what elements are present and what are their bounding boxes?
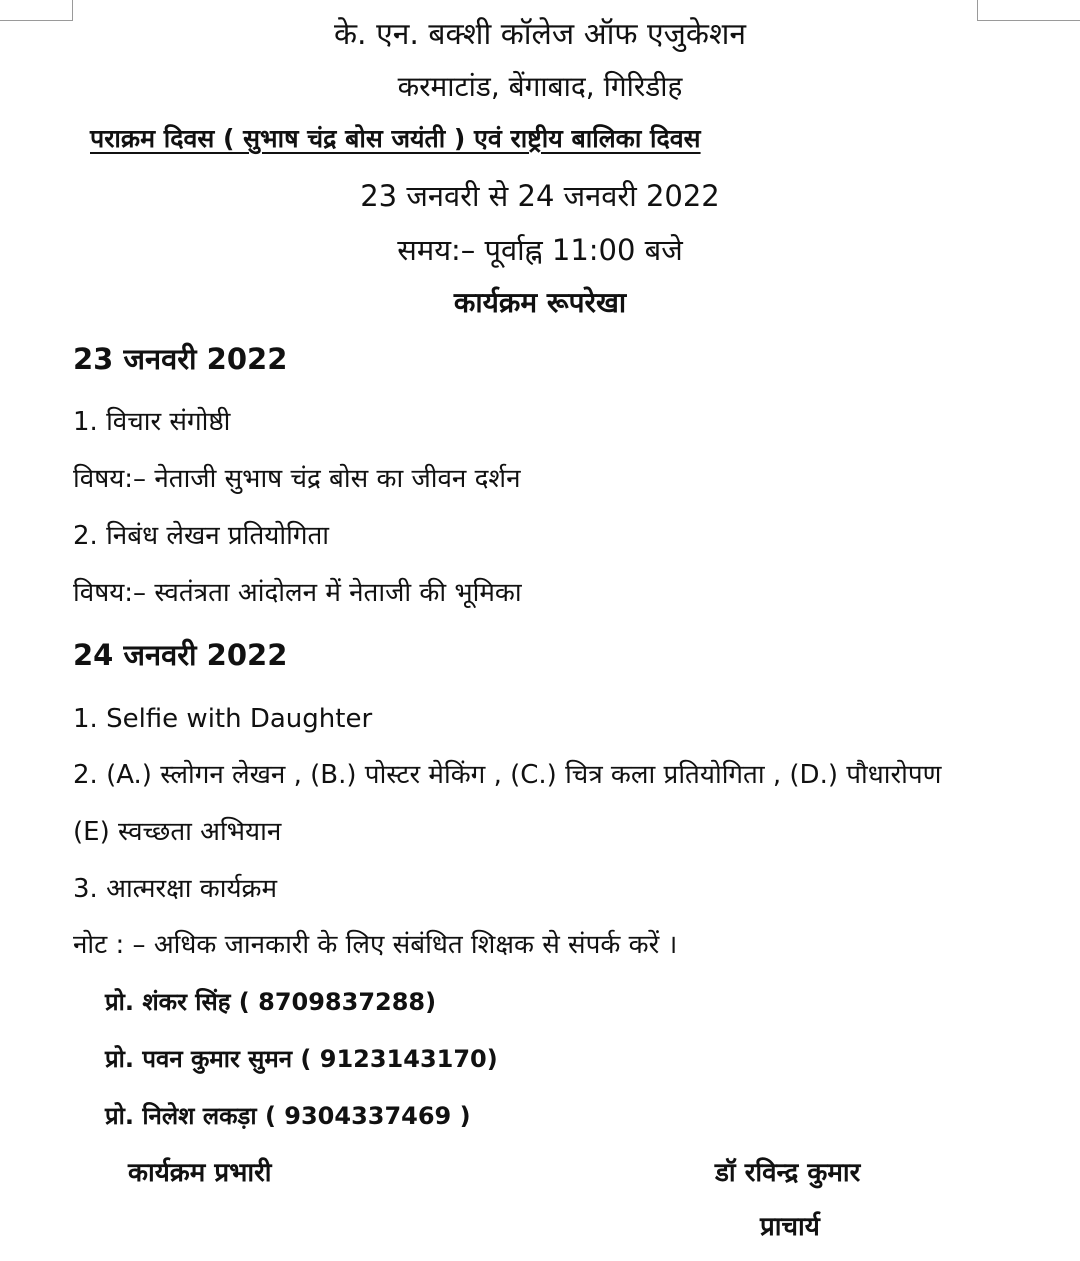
contact-entry: प्रो. पवन कुमार सुमन ( 9123143170) xyxy=(105,1045,498,1073)
day2-item: (E) स्वच्छता अभियान xyxy=(73,817,282,847)
contact-entry: प्रो. निलेश लकड़ा ( 9304337469 ) xyxy=(105,1102,471,1130)
day2-item: 3. आत्मरक्षा कार्यक्रम xyxy=(73,874,278,904)
program-heading: कार्यक्रम रूपरेखा xyxy=(453,286,627,319)
day1-heading: 23 जनवरी 2022 xyxy=(73,342,288,376)
coordinator-title: कार्यक्रम प्रभारी xyxy=(128,1158,272,1188)
college-name: के. एन. बक्शी कॉलेज ऑफ एजुकेशन xyxy=(334,17,746,52)
crop-mark-left xyxy=(0,0,73,21)
day1-item: विषय:– स्वतंत्रता आंदोलन में नेताजी की भूमिका xyxy=(73,578,522,608)
event-dates: 23 जनवरी से 24 जनवरी 2022 xyxy=(360,179,720,213)
crop-mark-right xyxy=(977,0,1080,21)
day1-item: विषय:– नेताजी सुभाष चंद्र बोस का जीवन दर्शन xyxy=(73,464,521,494)
contact-entry: प्रो. शंकर सिंह ( 8709837288) xyxy=(105,988,437,1016)
principal-name: डॉ रविन्द्र कुमार xyxy=(715,1158,861,1188)
event-time: समय:– पूर्वाह्न 11:00 बजे xyxy=(397,233,683,267)
day2-item: 2. (A.) स्लोगन लेखन , (B.) पोस्टर मेकिंग , (C.) चित्र कला प्रतियोगिता , (D.) पौधारोपण xyxy=(73,760,942,790)
note: नोट : – अधिक जानकारी के लिए संबंधित शिक्षक से संपर्क करें । xyxy=(73,930,678,960)
college-address: करमाटांड, बेंगाबाद, गिरिडीह xyxy=(397,70,683,103)
day1-item: 1. विचार संगोष्ठी xyxy=(73,407,231,437)
day2-heading: 24 जनवरी 2022 xyxy=(73,638,288,672)
principal-title: प्राचार्य xyxy=(760,1212,820,1242)
event-title: पराक्रम दिवस ( सुभाष चंद्र बोस जयंती ) एवं राष्ट्रीय बालिका दिवस xyxy=(90,124,701,153)
day2-item: 1. Selfie with Daughter xyxy=(73,704,373,734)
day1-item: 2. निबंध लेखन प्रतियोगिता xyxy=(73,521,330,551)
